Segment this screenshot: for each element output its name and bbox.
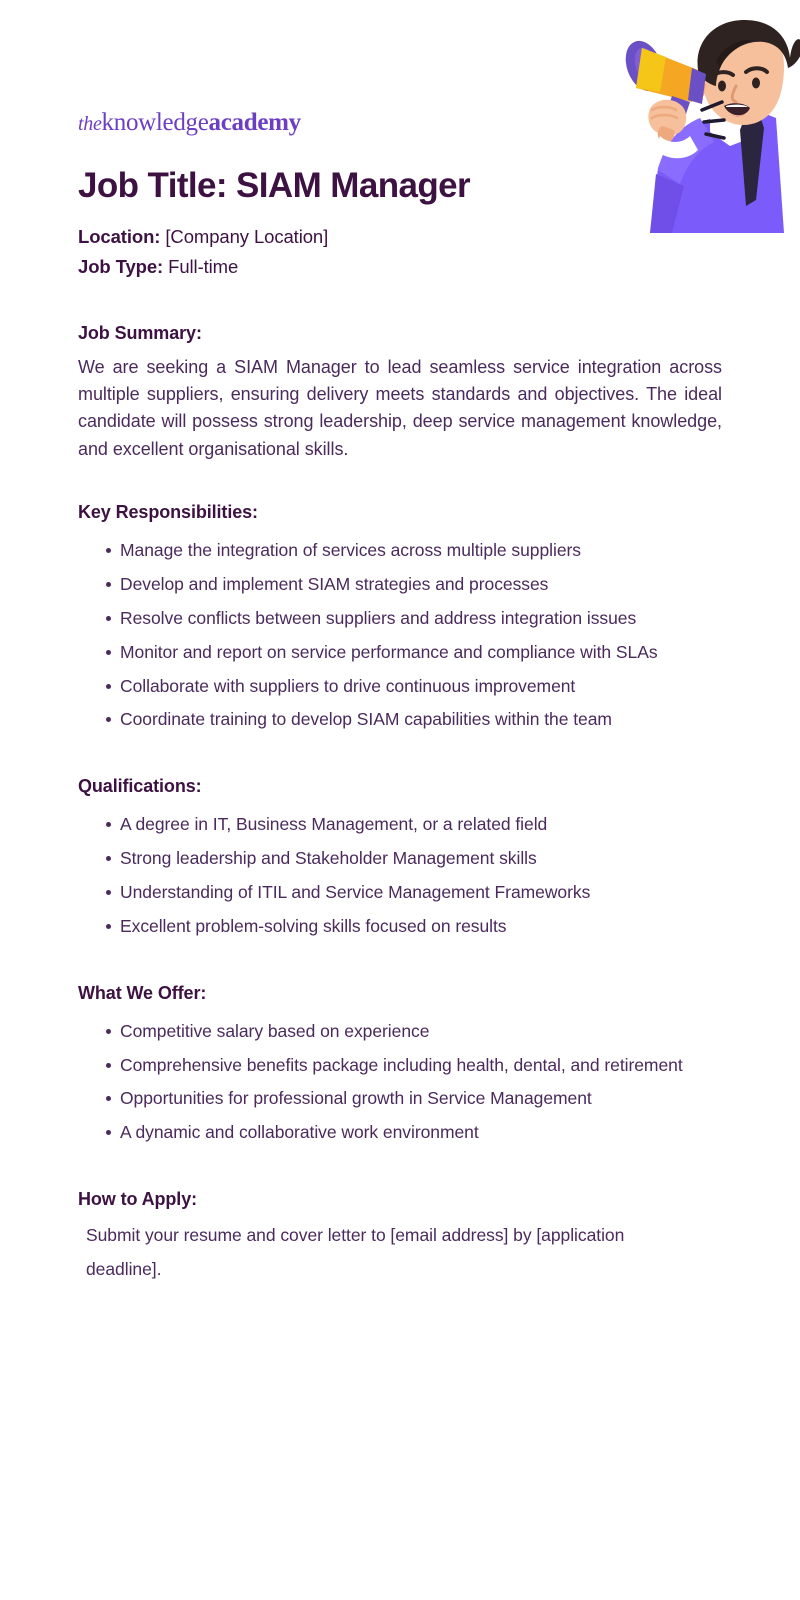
list-item: Manage the integration of services across multiple suppliers — [78, 534, 722, 568]
job-summary-section — [78, 322, 722, 463]
key-responsibilities-section — [78, 501, 722, 737]
job-type-line — [78, 252, 722, 282]
job-summary-text: We are seeking a SIAM Manager to lead seamless service integration across multiple suppliers, ensuring delivery meets standards and objectives. The ideal candidate will possess strong leadership, deep service management knowledge, and excellent organisational skills. — [78, 356, 722, 459]
list-item: Monitor and report on service performance and compliance with SLAs — [78, 636, 722, 670]
the-knowledge-academy-logo[interactable] — [78, 110, 301, 135]
logo-knowledge: knowledge — [101, 109, 209, 136]
how-to-apply-heading: How to Apply: — [78, 1188, 198, 1209]
location-label: Location: — [78, 226, 161, 248]
list-item: Coordinate training to develop SIAM capabilities within the team — [78, 703, 722, 737]
what-we-offer-list — [78, 1015, 722, 1150]
how-to-apply-section — [78, 1188, 722, 1287]
list-item: Opportunities for professional growth in Service Management — [78, 1082, 722, 1116]
list-item: Excellent problem-solving skills focused on results — [78, 910, 722, 944]
list-item: Strong leadership and Stakeholder Management skills — [78, 842, 722, 876]
page-title: Job Title: SIAM Manager — [78, 166, 470, 205]
list-item: A degree in IT, Business Management, or a related field — [78, 808, 722, 842]
what-we-offer-section — [78, 982, 722, 1150]
list-item: Collaborate with suppliers to drive continuous improvement — [78, 670, 722, 704]
job-type-value: Full-time — [168, 256, 239, 278]
list-item: A dynamic and collaborative work environment — [78, 1116, 722, 1150]
qualifications-section — [78, 775, 722, 943]
job-posting-content — [78, 165, 722, 1287]
list-item: Resolve conflicts between suppliers and address integration issues — [78, 602, 722, 636]
list-item: Develop and implement SIAM strategies and processes — [78, 568, 722, 602]
list-item: Understanding of ITIL and Service Management Frameworks — [78, 876, 722, 910]
qualifications-list — [78, 808, 722, 943]
location-line — [78, 222, 722, 252]
key-responsibilities-list — [78, 534, 722, 737]
list-item: Competitive salary based on experience — [78, 1015, 722, 1049]
what-we-offer-heading: What We Offer: — [78, 982, 207, 1003]
qualifications-heading: Qualifications: — [78, 776, 202, 797]
logo-academy: academy — [208, 109, 301, 136]
logo-the: the — [78, 113, 102, 135]
list-item: Comprehensive benefits package including health, dental, and retirement — [78, 1049, 722, 1083]
job-summary-heading: Job Summary: — [78, 323, 202, 344]
location-value: [Company Location] — [165, 226, 329, 248]
how-to-apply-text: Submit your resume and cover letter to [email address] by [application deadline]. — [86, 1225, 625, 1280]
key-responsibilities-heading: Key Responsibilities: — [78, 502, 258, 523]
job-type-label: Job Type: — [78, 256, 164, 278]
